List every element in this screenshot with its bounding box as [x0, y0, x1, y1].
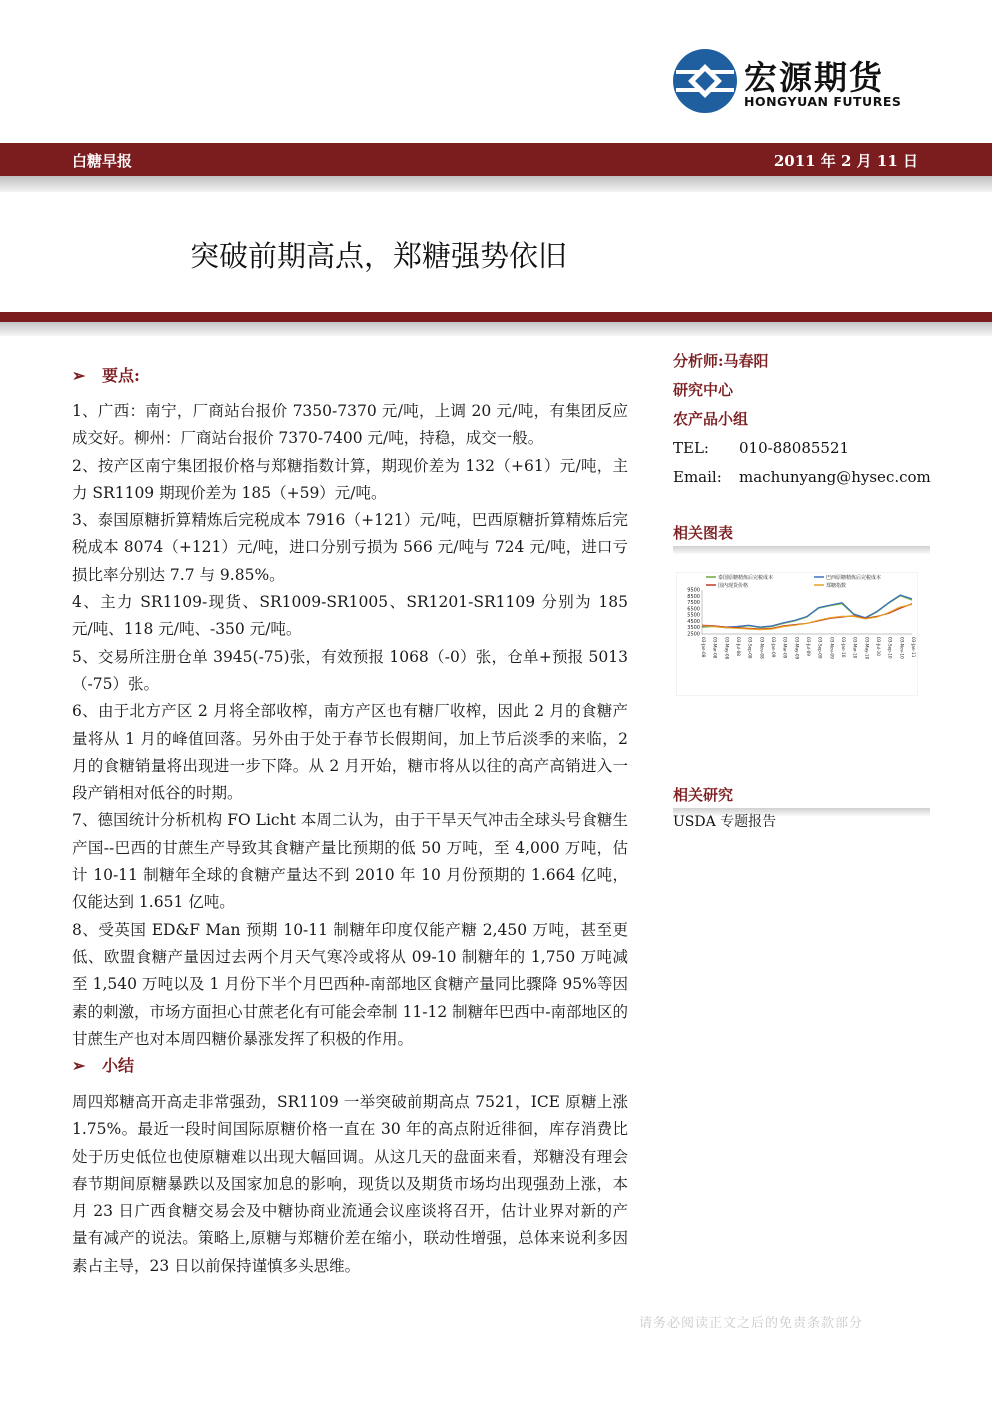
x-tick-label: 03-Sep-09	[817, 637, 823, 659]
sugar-price-chart	[676, 572, 918, 696]
x-tick-label: 03-Sep-08	[747, 637, 753, 659]
x-tick-label: 03-Jan-10	[841, 637, 846, 658]
tel-row	[673, 434, 931, 463]
key-point-3: 3、泰国原糖折算精炼后完税成本 7916（+121）元/吨，巴西原糖折算精炼后完税成本 8074（+121）元/吨，进口分别亏损为 566 元/吨与 724 元/吨，进口亏损比率分别达 7.7 与 9.85%。	[72, 511, 628, 584]
x-tick-label: 03-May-10	[864, 637, 870, 660]
x-tick-label: 03-May-08	[724, 637, 730, 660]
legend-label-4: 郑糖指数	[826, 583, 847, 589]
legend-label-2: 巴西原糖精炼后完税成本	[826, 575, 882, 581]
key-points-body	[72, 398, 628, 1053]
legend-label-3: 国内现货价格	[718, 583, 749, 589]
summary-body	[72, 1089, 628, 1280]
x-tick-label: 03-Nov-08	[759, 637, 765, 659]
related-charts-heading: 相关图表	[673, 522, 930, 548]
y-tick-label: 3500	[687, 625, 700, 632]
report-name: 白糖早报	[72, 152, 133, 170]
tel-value: 010-88085521	[739, 439, 850, 457]
x-tick-label: 03-May-09	[794, 637, 800, 660]
x-tick-label: 03-Jan-11	[911, 637, 916, 658]
key-points-title: 要点:	[102, 366, 140, 385]
x-tick-label: 03-Nov-09	[829, 637, 835, 659]
research-dept: 研究中心	[673, 381, 734, 399]
analyst-info	[673, 347, 931, 492]
email-value[interactable]: machunyang@hysec.com	[739, 468, 931, 486]
x-tick-label: 03-Mar-10	[852, 637, 858, 659]
title-divider-shadow	[0, 322, 992, 336]
logo-text-cn: 宏源期货	[744, 58, 884, 97]
tel-label: TEL:	[673, 439, 709, 457]
related-charts-heading-shadow	[673, 546, 930, 554]
header-bar	[0, 143, 992, 176]
disclaimer-note: 请务必阅读正文之后的免责条款部分	[639, 1316, 864, 1331]
summary-heading	[72, 1053, 134, 1076]
title-divider	[0, 312, 992, 322]
x-tick-label: 03-Mar-08	[712, 637, 718, 659]
x-tick-label: 03-Jan-09	[771, 637, 776, 658]
analyst-name: 分析师:马春阳	[673, 352, 769, 370]
report-date: 2011 年 2 月 11 日	[773, 152, 918, 170]
y-tick-label: 2500	[687, 631, 700, 638]
y-tick-label: 5500	[687, 612, 700, 619]
hongyuan-logo-icon	[672, 48, 738, 114]
x-tick-label: 03-Jan-08	[701, 637, 706, 658]
arrow-bullet-icon: ➢	[72, 1056, 86, 1075]
key-point-8: 8、受英国 ED&F Man 预期 10-11 制糖年印度仅能产糖 2,450 万吨，甚至更低、欧盟食糖产量因过去两个月天气寒冷或将从 09-10 制糖年的 1,750 万吨减至 1,540 万吨以及 1 月份下半个月巴西种-南部地区食糖产量同比骤降 95%等因素的刺激，市场方面担心甘蔗老化有可能会牵制 11-12 制糖年巴西中-南部地区的甘蔗生产也对本周四糖价暴涨发挥了积极的作用。	[72, 920, 628, 1048]
x-tick-label: 03-Jul-10	[876, 637, 881, 656]
y-tick-label: 8500	[687, 593, 700, 600]
legend-label-1: 泰国原糖精炼后完税成本	[718, 575, 774, 581]
key-point-1: 1、广西：南宁，厂商站台报价 7350-7370 元/吨，上调 20 元/吨，有集团反应成交好。柳州：厂商站台报价 7370-7400 元/吨，持稳，成交一般。	[72, 402, 628, 448]
x-tick-label: 03-Sep-10	[887, 637, 893, 659]
company-logo	[672, 48, 922, 118]
summary-title: 小结	[102, 1056, 135, 1075]
summary-paragraph: 周四郑糖高开高走非常强劲，SR1109 一举突破前期高点 7521，ICE 原糖上涨 1.75%。最近一段时间国际原糖价格一直在 30 年的高点附近徘徊，库存消费比处于历史低位也使原糖难以出现大幅回调。从这几天的盘面来看，郑糖没有理会春节期间原糖暴跌以及国家加息的影响，现货以及期货市场均出现强劲上涨，本月 23 日广西食糖交易会及中糖协商业流通会议座谈将召开，估计业界对新的产量有减产的说法。策略上,原糖与郑糖价差在缩小，联动性增强，总体来说利多因素占主导，23 日以前保持谨慎多头思维。	[72, 1093, 628, 1275]
key-point-5: 5、交易所注册仓单 3945(-75)张，有效预报 1068（-0）张，仓单+预报 5013（-75）张。	[72, 647, 628, 693]
x-tick-label: 03-Nov-10	[899, 637, 905, 659]
key-point-2: 2、按产区南宁集团报价格与郑糖指数计算，期现价差为 132（+61）元/吨，主力 SR1109 期现价差为 185（+59）元/吨。	[72, 456, 628, 502]
logo-text-en: HONGYUAN FUTURES	[744, 94, 902, 109]
key-point-7: 7、德国统计分析机构 FO Licht 本周二认为，由于干旱天气冲击全球头号食糖生产国--巴西的甘蔗生产导致其食糖产量比预期的低 50 万吨，至 4,000 万吨，估计 10-11 制糖年全球的食糖产量达不到 2010 年 10 月份预期的 1.664 亿吨，仅能达到 1.651 亿吨。	[72, 811, 628, 912]
email-label: Email:	[673, 468, 722, 486]
x-tick-label: 03-Mar-09	[782, 637, 788, 659]
header-bar-shadow	[0, 176, 992, 192]
page-title: 突破前期高点，郑糖强势依旧	[190, 239, 568, 273]
chart-svg	[676, 572, 918, 696]
x-tick-label: 03-Jul-08	[736, 637, 741, 656]
y-tick-label: 9500	[687, 587, 700, 594]
x-tick-label: 03-Jul-09	[806, 637, 811, 656]
related-research-heading: 相关研究	[673, 784, 930, 810]
research-group: 农产品小组	[673, 410, 749, 428]
key-point-4: 4、主力 SR1109-现货、SR1009-SR1005、SR1201-SR1109 分别为 185 元/吨、118 元/吨、-350 元/吨。	[72, 593, 628, 639]
key-points-heading	[72, 363, 140, 386]
related-research-item[interactable]: USDA 专题报告	[673, 814, 777, 830]
y-tick-label: 4500	[687, 618, 700, 625]
arrow-bullet-icon: ➢	[72, 366, 86, 385]
y-tick-label: 6500	[687, 606, 700, 613]
key-point-6: 6、由于北方产区 2 月将全部收榨，南方产区也有糖厂收榨，因此 2 月的食糖产量将从 1 月的峰值回落。另外由于处于春节长假期间，加上节后淡季的来临，2 月的食糖销量将出现进一步下降。从 2 月开始，糖市将从以往的高产高销进入一段产销相对低谷的时期。	[72, 702, 628, 803]
y-tick-label: 7500	[687, 600, 700, 607]
email-row	[673, 463, 931, 492]
